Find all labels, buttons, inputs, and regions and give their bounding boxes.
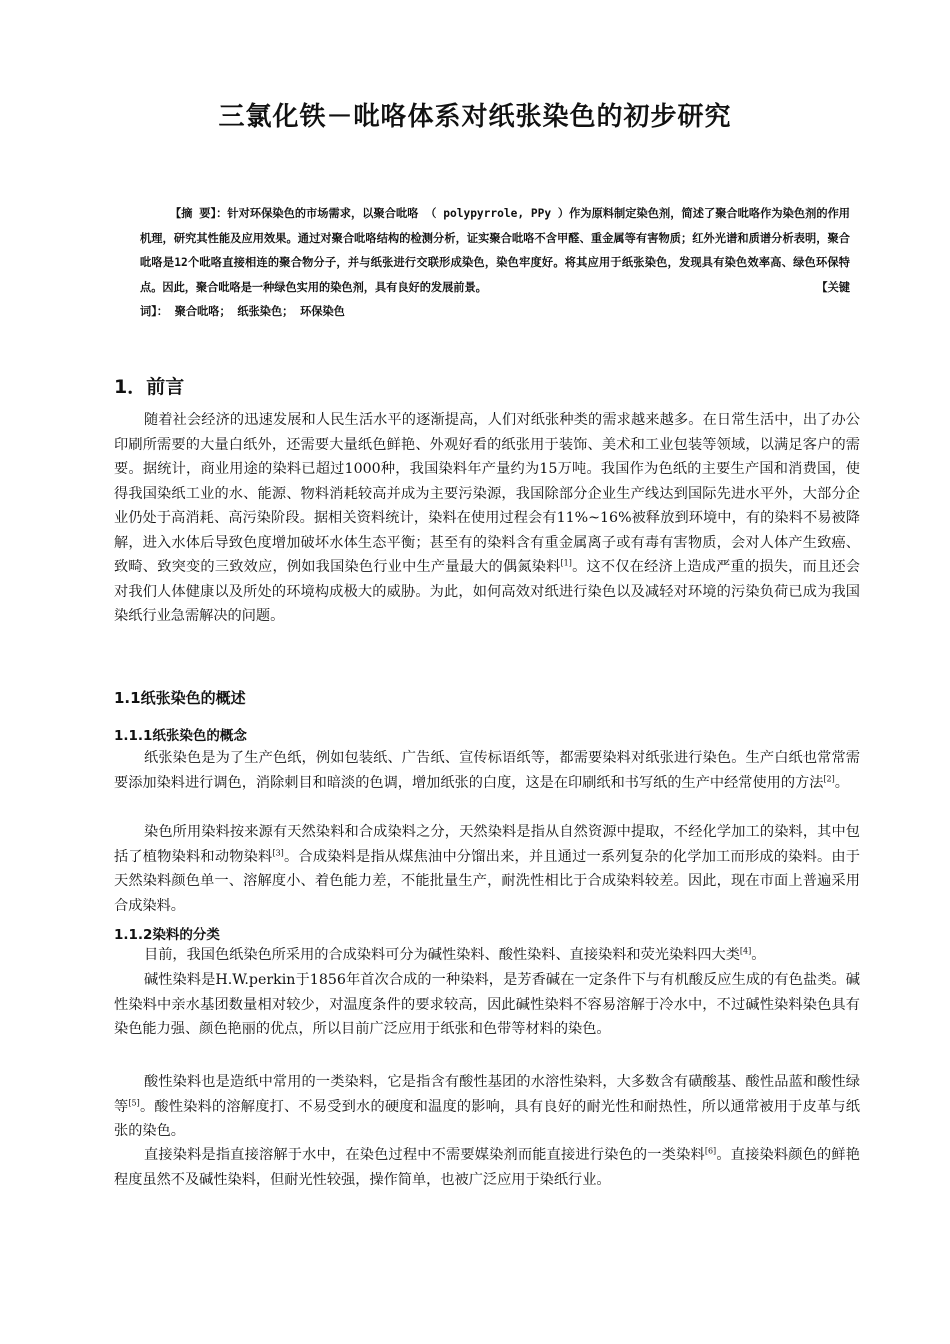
text-run: 染色所用染料按来源有天然染料和合成染料之分，天然染料是指从自然资源中提取，不经化学加工的染料，其中包括了植物染料和动物染料 <box>114 824 860 865</box>
citation-ref: [1] <box>560 558 572 568</box>
keywords-list: 聚合吡咯； 纸张染色； 环保染色 <box>174 305 345 318</box>
keywords-label-part1: 【关键 <box>816 280 850 294</box>
text-run: 。 <box>834 774 849 791</box>
citation-ref: [4] <box>739 946 752 956</box>
section-heading-intro: 1．前言 <box>114 376 185 398</box>
citation-ref: [2] <box>823 773 835 783</box>
concept-paragraph-2 <box>114 820 860 918</box>
classification-paragraph-2 <box>114 968 860 1042</box>
classification-paragraph-3 <box>114 1070 860 1144</box>
abstract-block <box>140 202 850 325</box>
keywords-line <box>140 300 850 325</box>
paper-title: 三氯化铁－吡咯体系对纸张染色的初步研究 <box>218 102 732 132</box>
text-run: 随着社会经济的迅速发展和人民生活水平的逐渐提高，人们对纸张种类的需求越来越多。在日常生活中，出了办公印刷所需要的大量白纸外，还需要大量纸色鲜艳、外观好看的纸张用于装饰、美术和工业包装等领域，以满足客户的需要。据统计，商业用途的染料已超过1000种，我国染料年产量约为15万吨。我国作为色纸的主要生产国和消费国，使得我国染纸工业的水、能源、物料消耗较高并成为主要污染源，我国除部分企业生产线达到国际先进水平外，大部分企业仍处于高消耗、高污染阶段。据相关资料统计，染料在使用过程会有11%~16%被释放到环境中，有的染料不易被降解，进入水体后导致色度增加破坏水体生态平衡；甚至有的染料含有重金属离子或有毒有害物质，会对人体产生致癌、致畸、致突变的三致效应，例如我国染色行业中生产量最大的偶氮染料 <box>114 412 860 575</box>
text-run: 。直接染料颜色的鲜艳程度虽然不及碱性染料，但耐光性较强，操作简单，也被广泛应用于染纸行业。 <box>114 1147 860 1188</box>
citation-ref: [5] <box>128 1097 140 1107</box>
abstract-label: 【摘 要】： <box>170 207 228 220</box>
classification-paragraph-4 <box>114 1143 860 1192</box>
text-run: 酸性染料也是造纸中常用的一类染料，它是指含有酸性基团的水溶性染料，大多数含有磺酸基、酸性品蓝和酸性绿等 <box>114 1074 860 1115</box>
text-run: 。合成染料是指从煤焦油中分馏出来，并且通过一系列复杂的化学加工而形成的染料。由于天然染料颜色单一、溶解度小、着色能力差，不能批量生产，耐洗性相比于合成染料较差。因此，现在市面上普遍采用合成染料。 <box>114 848 860 914</box>
section-heading-overview: 1.1纸张染色的概述 <box>114 689 246 707</box>
intro-paragraph <box>114 408 860 629</box>
classification-paragraph-1 <box>114 943 860 968</box>
section-heading-classification: 1.1.2染料的分类 <box>114 927 220 943</box>
text-run: 目前，我国色纸染色所采用的合成染料可分为碱性染料、酸性染料、直接染料和荧光染料四大类 <box>144 947 740 963</box>
text-run: 。 <box>751 947 766 963</box>
citation-ref: [3] <box>272 847 284 857</box>
citation-ref: [6] <box>704 1146 717 1156</box>
text-run: 碱性染料是H.W.perkin于1856年首次合成的一种染料，是芳香碱在一定条件下与有机酸反应生成的有色盐类。碱性染料中亲水基团数量相对较少，对温度条件的要求较高，因此碱性染料不容易溶解于冷水中，不过碱性染料染色具有染色能力强、颜色艳丽的优点，所以目前广泛应用于纸张和色带等材料的染色。 <box>114 972 860 1037</box>
text-run: 。酸性染料的溶解度打、不易受到水的硬度和温度的影响，具有良好的耐光性和耐热性，所以通常被用于皮革与纸张的染色。 <box>114 1098 860 1139</box>
text-run: 。这不仅在经济上造成严重的损失，而且还会对我们人体健康以及所处的环境构成极大的威胁。为此，如何高效对纸进行染色以及减轻对环境的污染负荷已成为我国染纸行业急需解决的问题。 <box>114 559 860 624</box>
section-heading-concept: 1.1.1纸张染色的概念 <box>114 728 247 744</box>
abstract-text: 针对环保染色的市场需求，以聚合吡咯 （ polypyrrole, PPy ）作为原料制定染色剂，简述了聚合吡咯作为染色剂的作用机理，研究其性能及应用效果。通过对聚合吡咯结构的检测分析，证实聚合吡咯不含甲醛、重金属等有害物质；红外光谱和质谱分析表明，聚合吡咯是12个吡咯直接相连的聚合物分子，并与纸张进行交联形成染色，染色牢度好。将其应用于纸张染色，发现具有染色效率高、绿色环保特点。因此，聚合吡咯是一种绿色实用的染色剂，具有良好的发展前景。 <box>140 207 850 294</box>
text-run: 直接染料是指直接溶解于水中，在染色过程中不需要媒染剂而能直接进行染色的一类染料 <box>144 1147 705 1163</box>
concept-paragraph-1 <box>114 746 860 795</box>
text-run: 纸张染色是为了生产色纸，例如包装纸、广告纸、宣传标语纸等，都需要染料对纸张进行染色。生产白纸也常常需要添加染料进行调色，消除刺目和暗淡的色调，增加纸张的白度，这是在印刷纸和书写纸的生产中经常使用的方法 <box>114 750 860 791</box>
keywords-label-part2: 词】： <box>140 305 168 318</box>
